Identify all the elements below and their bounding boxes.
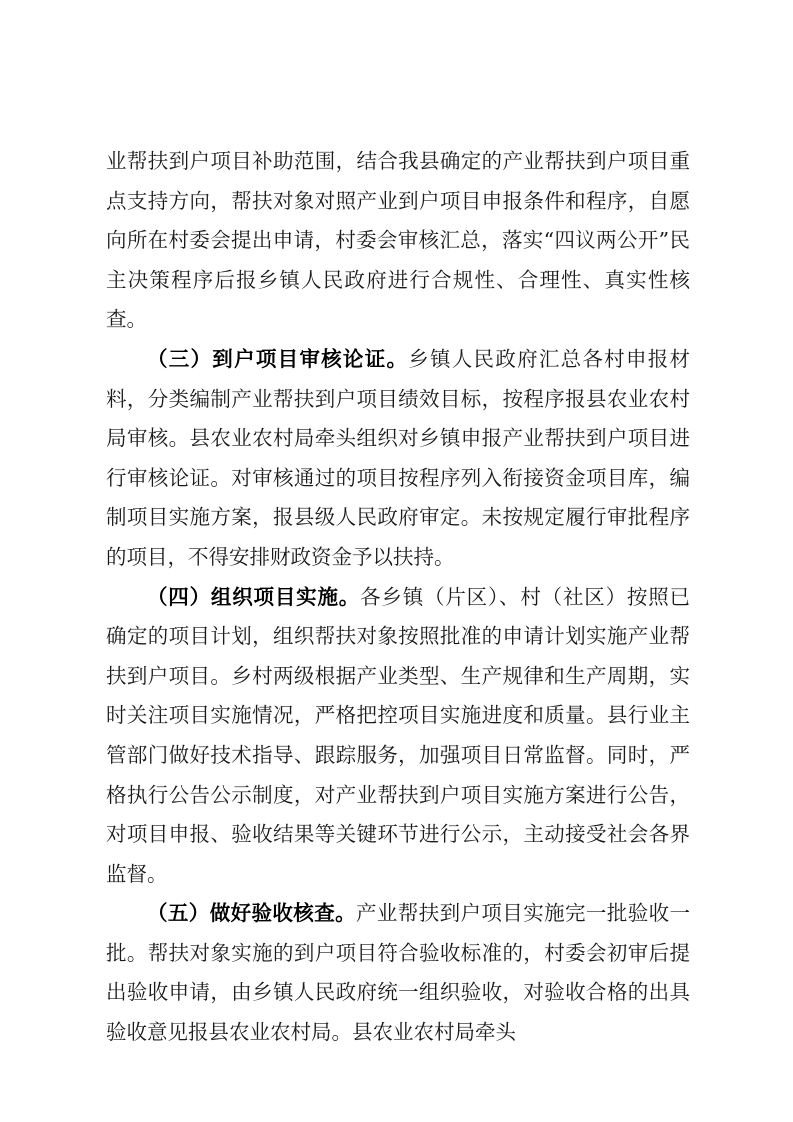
section-heading: （五）做好验收核查。: [147, 901, 356, 926]
paragraph-section-3: [106, 340, 690, 578]
paragraph-section-4: [106, 578, 690, 895]
paragraph-text: 乡镇人民政府汇总各村申报材料，分类编制产业帮扶到户项目绩效目标，按程序报县农业农村局审核。县农业农村局牵头组织对乡镇申报产业帮扶到户项目进行审核论证。对审核通过的项目按程序列入衔接资金项目库，编制项目实施方案，报县级人民政府审定。未按规定履行审批程序的项目，不得安排财政资金予以扶持。: [106, 346, 690, 569]
document-body: [106, 142, 690, 1053]
section-heading: （四）组织项目实施。: [147, 584, 361, 609]
paragraph-text: 各乡镇（片区）、村（社区）按照已确定的项目计划，组织帮扶对象按照批准的申请计划实施产业帮扶到户项目。乡村两级根据产业类型、生产规律和生产周期，实时关注项目实施情况，严格把控项目实施进度和质量。县行业主管部门做好技术指导、跟踪服务，加强项目日常监督。同时，严格执行公告公示制度，对产业帮扶到户项目实施方案进行公告，对项目申报、验收结果等关键环节进行公示，主动接受社会各界监督。: [106, 584, 691, 886]
paragraph-text: 业帮扶到户项目补助范围，结合我县确定的产业帮扶到户项目重点支持方向，帮扶对象对照产业到户项目申报条件和程序，自愿向所在村委会提出申请，村委会审核汇总，落实“四议两公开”民主决策程序后报乡镇人民政府进行合规性、合理性、真实性核查。: [106, 149, 690, 332]
paragraph-continuation: [106, 142, 690, 340]
paragraph-text: 产业帮扶到户项目实施完一批验收一批。帮扶对象实施的到户项目符合验收标准的，村委会初审后提出验收申请，由乡镇人民政府统一组织验收，对验收合格的出具验收意见报县农业农村局。县农业农村局牵头: [106, 901, 690, 1045]
paragraph-section-5: [106, 894, 690, 1052]
section-heading: （三）到户项目审核论证。: [147, 346, 409, 371]
